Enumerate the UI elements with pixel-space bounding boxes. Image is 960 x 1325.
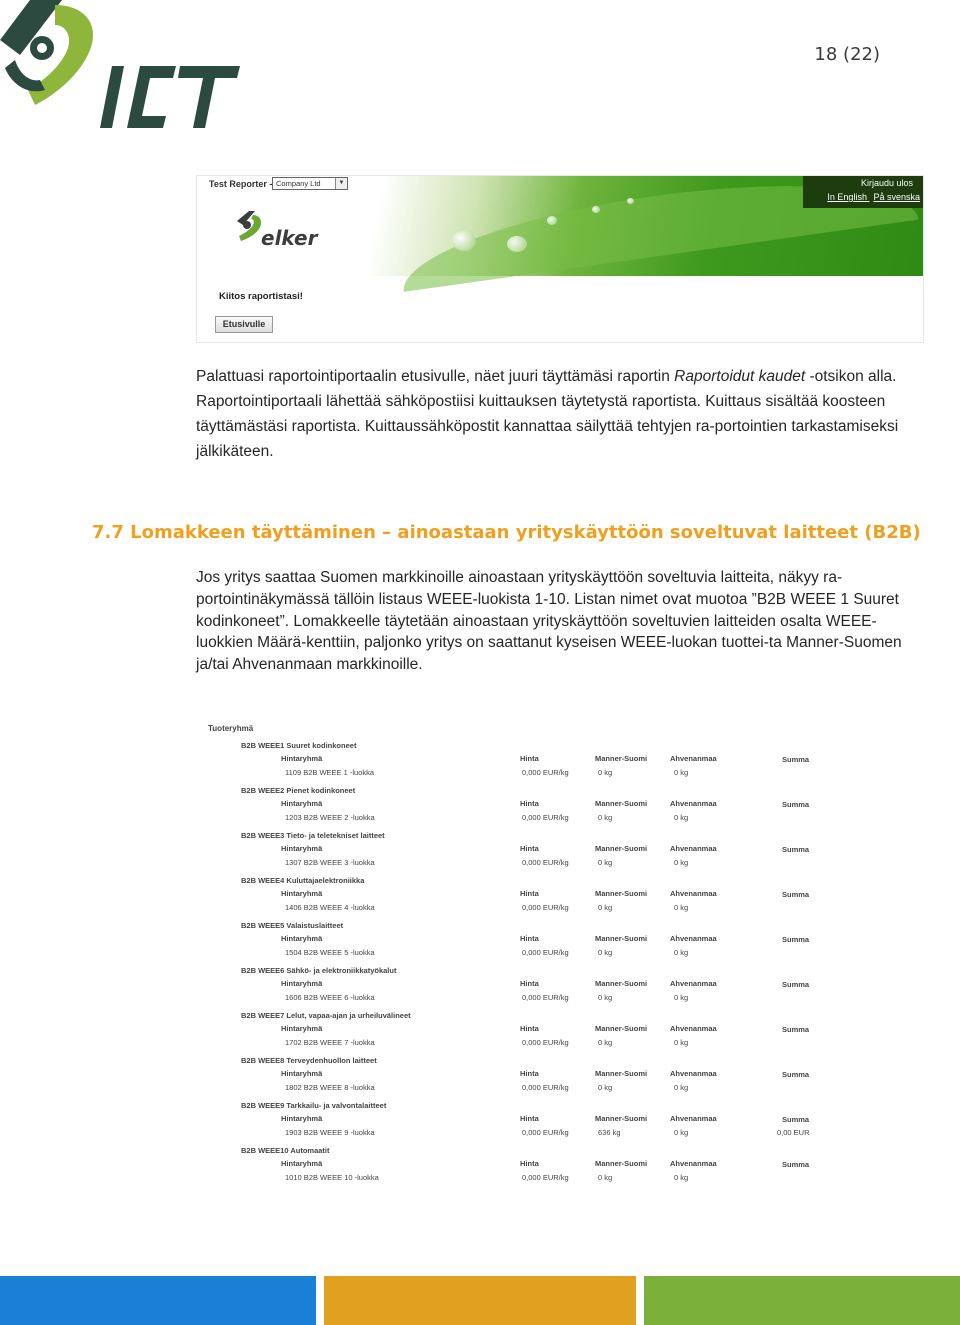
sum-header: Summa	[782, 980, 810, 989]
company-select-value: Company Ltd	[276, 179, 321, 188]
group-item: 1903 B2B WEEE 9 -luokka	[285, 1128, 375, 1137]
price-value: 0,000 EUR/kg	[522, 948, 569, 957]
home-button[interactable]: Etusivulle	[215, 316, 273, 333]
ahvenanmaa-value[interactable]: 0 kg	[674, 993, 689, 1002]
lang-swedish-link[interactable]: På svenska	[873, 192, 920, 202]
manner-header: Manner-Suomi	[595, 934, 648, 943]
price-group-label: Hintaryhmä	[281, 1159, 323, 1168]
table-title: Tuoteryhmä	[208, 724, 254, 733]
manner-value[interactable]: 0 kg	[598, 813, 613, 822]
group-name: B2B WEEE7 Lelut, vapaa-ajan ja urheiluvälineet	[241, 1011, 411, 1020]
manner-header: Manner-Suomi	[595, 979, 648, 988]
group-item: 1010 B2B WEEE 10 -luokka	[285, 1173, 379, 1182]
price-group-label: Hintaryhmä	[281, 889, 323, 898]
sum-header: Summa	[782, 755, 810, 764]
section-paragraph: Jos yritys saattaa Suomen markkinoille ainoastaan yrityskäyttöön soveltuvia laitteita, näkyy ra-portointinäkymässä tällöin listaus WEEE-luokista 1-10. Listan nimet ovat muotoa ”B2B WEEE 1 Suuret kodinkoneet”. Lomakkeelle täytetään ainoastaan yrityskäyttöön soveltuvien laitteiden osalta WEEE-luokkien Määrä-kenttiin, paljonko yritys on saattanut kyseisen WEEE-luokan tuottei-ta Manner-Suomen ja/tai Ahvenanmaan markkinoille.	[196, 569, 902, 674]
price-value: 0,000 EUR/kg	[522, 1173, 569, 1182]
price-group-label: Hintaryhmä	[281, 1114, 323, 1123]
group-name: B2B WEEE3 Tieto- ja teletekniset laitteet	[241, 831, 385, 840]
group-name: B2B WEEE2 Pienet kodinkoneet	[241, 786, 356, 795]
group-item: 1702 B2B WEEE 7 -luokka	[285, 1038, 375, 1047]
paragraph-reported-periods	[196, 364, 906, 464]
manner-header: Manner-Suomi	[595, 844, 648, 853]
table-group	[200, 741, 840, 786]
manner-value[interactable]: 0 kg	[598, 948, 613, 957]
manner-header: Manner-Suomi	[595, 1159, 648, 1168]
ahvenanmaa-header: Ahvenanmaa	[670, 889, 717, 898]
ahvenanmaa-header: Ahvenanmaa	[670, 799, 717, 808]
price-group-label: Hintaryhmä	[281, 844, 323, 853]
table-group	[200, 1146, 840, 1191]
table-group	[200, 1101, 840, 1146]
ahvenanmaa-header: Ahvenanmaa	[670, 1159, 717, 1168]
ahvenanmaa-header: Ahvenanmaa	[670, 754, 717, 763]
ahvenanmaa-value[interactable]: 0 kg	[674, 1173, 689, 1182]
water-drop-icon	[592, 206, 600, 213]
paragraph1-part2: -otsikon alla. Raportointiportaali lähettää sähköpostiisi kuittauksen täytetystä raportista. Kuittaus sisältää koosteen täyttämästäsi raportista. Kuittaussähköpostit kannattaa säilyttää tehtyjen ra-portointien tarkastamiseksi jälkikäteen.	[196, 368, 899, 460]
manner-value[interactable]: 0 kg	[598, 1038, 613, 1047]
price-value: 0,000 EUR/kg	[522, 1128, 569, 1137]
ict-logo-letters	[100, 66, 240, 128]
group-name: B2B WEEE4 Kuluttajaelektroniikka	[241, 876, 365, 885]
group-item: 1406 B2B WEEE 4 -luokka	[285, 903, 375, 912]
ict-logo	[0, 0, 250, 140]
price-value: 0,000 EUR/kg	[522, 768, 569, 777]
portal-confirmation-screenshot	[196, 175, 924, 343]
price-group-label: Hintaryhmä	[281, 934, 323, 943]
group-name: B2B WEEE6 Sähkö- ja elektroniikkatyökalut	[241, 966, 397, 975]
sum-header: Summa	[782, 1070, 810, 1079]
footer-bar-green	[644, 1276, 960, 1325]
manner-header: Manner-Suomi	[595, 889, 648, 898]
sum-header: Summa	[782, 845, 810, 854]
ahvenanmaa-header: Ahvenanmaa	[670, 1069, 717, 1078]
ahvenanmaa-header: Ahvenanmaa	[670, 934, 717, 943]
logout-link[interactable]: Kirjaudu ulos	[860, 178, 913, 188]
group-name: B2B WEEE9 Tarkkailu- ja valvontalaitteet	[241, 1101, 387, 1110]
price-header: Hinta	[520, 934, 539, 943]
ahvenanmaa-value[interactable]: 0 kg	[674, 1128, 689, 1137]
table-group	[200, 1056, 840, 1101]
manner-header: Manner-Suomi	[595, 1024, 648, 1033]
price-value: 0,000 EUR/kg	[522, 813, 569, 822]
sum-header: Summa	[782, 935, 810, 944]
water-drop-icon	[547, 216, 557, 225]
manner-value[interactable]: 0 kg	[598, 1083, 613, 1092]
elker-brand: elker	[261, 226, 318, 250]
price-group-label: Hintaryhmä	[281, 754, 323, 763]
language-links	[823, 192, 920, 202]
chevron-down-icon: ▼	[335, 178, 347, 189]
sum-header: Summa	[782, 800, 810, 809]
thanks-message: Kiitos raportistasi!	[219, 291, 303, 302]
manner-value[interactable]: 0 kg	[598, 768, 613, 777]
sum-header: Summa	[782, 890, 810, 899]
sum-header: Summa	[782, 1025, 810, 1034]
ahvenanmaa-value[interactable]: 0 kg	[674, 1038, 689, 1047]
price-header: Hinta	[520, 1069, 539, 1078]
price-value: 0,000 EUR/kg	[522, 1083, 569, 1092]
price-header: Hinta	[520, 754, 539, 763]
manner-value[interactable]: 636 kg	[598, 1128, 621, 1137]
section-heading: 7.7 Lomakkeen täyttäminen – ainoastaan yrityskäyttöön soveltuvat laitteet (B2B)	[92, 522, 921, 543]
price-header: Hinta	[520, 979, 539, 988]
manner-value[interactable]: 0 kg	[598, 858, 613, 867]
ahvenanmaa-value[interactable]: 0 kg	[674, 948, 689, 957]
ahvenanmaa-header: Ahvenanmaa	[670, 1024, 717, 1033]
manner-header: Manner-Suomi	[595, 1114, 648, 1123]
group-item: 1606 B2B WEEE 6 -luokka	[285, 993, 375, 1002]
table-group	[200, 921, 840, 966]
group-name: B2B WEEE10 Automaatit	[241, 1146, 330, 1155]
manner-header: Manner-Suomi	[595, 754, 648, 763]
manner-value[interactable]: 0 kg	[598, 1173, 613, 1182]
sum-value: 0,00 EUR	[777, 1128, 810, 1137]
page-number: 18 (22)	[814, 44, 880, 65]
price-group-label: Hintaryhmä	[281, 1024, 323, 1033]
price-header: Hinta	[520, 844, 539, 853]
water-drop-icon	[452, 231, 476, 251]
price-header: Hinta	[520, 1159, 539, 1168]
paragraph1-italic: Raportoidut kaudet	[674, 368, 806, 385]
price-header: Hinta	[520, 1024, 539, 1033]
company-select[interactable]	[272, 177, 348, 190]
manner-header: Manner-Suomi	[595, 1069, 648, 1078]
table-group	[200, 786, 840, 831]
group-item: 1203 B2B WEEE 2 -luokka	[285, 813, 375, 822]
table-group	[200, 876, 840, 921]
group-name: B2B WEEE8 Terveydenhuollon laitteet	[241, 1056, 377, 1065]
group-item: 1504 B2B WEEE 5 -luokka	[285, 948, 375, 957]
price-value: 0,000 EUR/kg	[522, 1038, 569, 1047]
price-header: Hinta	[520, 1114, 539, 1123]
group-item: 1109 B2B WEEE 1 -luokka	[285, 768, 375, 777]
sum-header: Summa	[782, 1115, 810, 1124]
ahvenanmaa-header: Ahvenanmaa	[670, 844, 717, 853]
price-header: Hinta	[520, 799, 539, 808]
table-group	[200, 966, 840, 1011]
reporter-label: Test Reporter -	[209, 179, 273, 189]
water-drop-icon	[627, 198, 634, 204]
price-group-label: Hintaryhmä	[281, 979, 323, 988]
manner-header: Manner-Suomi	[595, 799, 648, 808]
price-value: 0,000 EUR/kg	[522, 993, 569, 1002]
lang-english-link[interactable]: In English	[827, 192, 867, 202]
table-group	[200, 831, 840, 876]
ahvenanmaa-value[interactable]: 0 kg	[674, 813, 689, 822]
ahvenanmaa-value[interactable]: 0 kg	[674, 903, 689, 912]
water-drop-icon	[507, 236, 527, 252]
b2b-form-screenshot	[200, 720, 840, 1190]
group-name: B2B WEEE1 Suuret kodinkoneet	[241, 741, 357, 750]
ahvenanmaa-header: Ahvenanmaa	[670, 1114, 717, 1123]
table-group	[200, 1011, 840, 1056]
sum-header: Summa	[782, 1160, 810, 1169]
ahvenanmaa-value[interactable]: 0 kg	[674, 858, 689, 867]
ict-logo-mark	[0, 0, 93, 105]
price-group-label: Hintaryhmä	[281, 799, 323, 808]
price-value: 0,000 EUR/kg	[522, 903, 569, 912]
ahvenanmaa-value[interactable]: 0 kg	[674, 768, 689, 777]
paragraph1-part1: Palattuasi raportointiportaalin etusivulle, näet juuri täyttämäsi raportin	[196, 368, 675, 385]
price-header: Hinta	[520, 889, 539, 898]
footer-bar-blue	[0, 1276, 316, 1325]
manner-value[interactable]: 0 kg	[598, 903, 613, 912]
group-name: B2B WEEE5 Valaistuslaitteet	[241, 921, 344, 930]
price-group-label: Hintaryhmä	[281, 1069, 323, 1078]
footer-bar-orange	[324, 1276, 636, 1325]
group-item: 1802 B2B WEEE 8 -luokka	[285, 1083, 375, 1092]
manner-value[interactable]: 0 kg	[598, 993, 613, 1002]
price-value: 0,000 EUR/kg	[522, 858, 569, 867]
ahvenanmaa-header: Ahvenanmaa	[670, 979, 717, 988]
ahvenanmaa-value[interactable]: 0 kg	[674, 1083, 689, 1092]
group-item: 1307 B2B WEEE 3 -luokka	[285, 858, 375, 867]
